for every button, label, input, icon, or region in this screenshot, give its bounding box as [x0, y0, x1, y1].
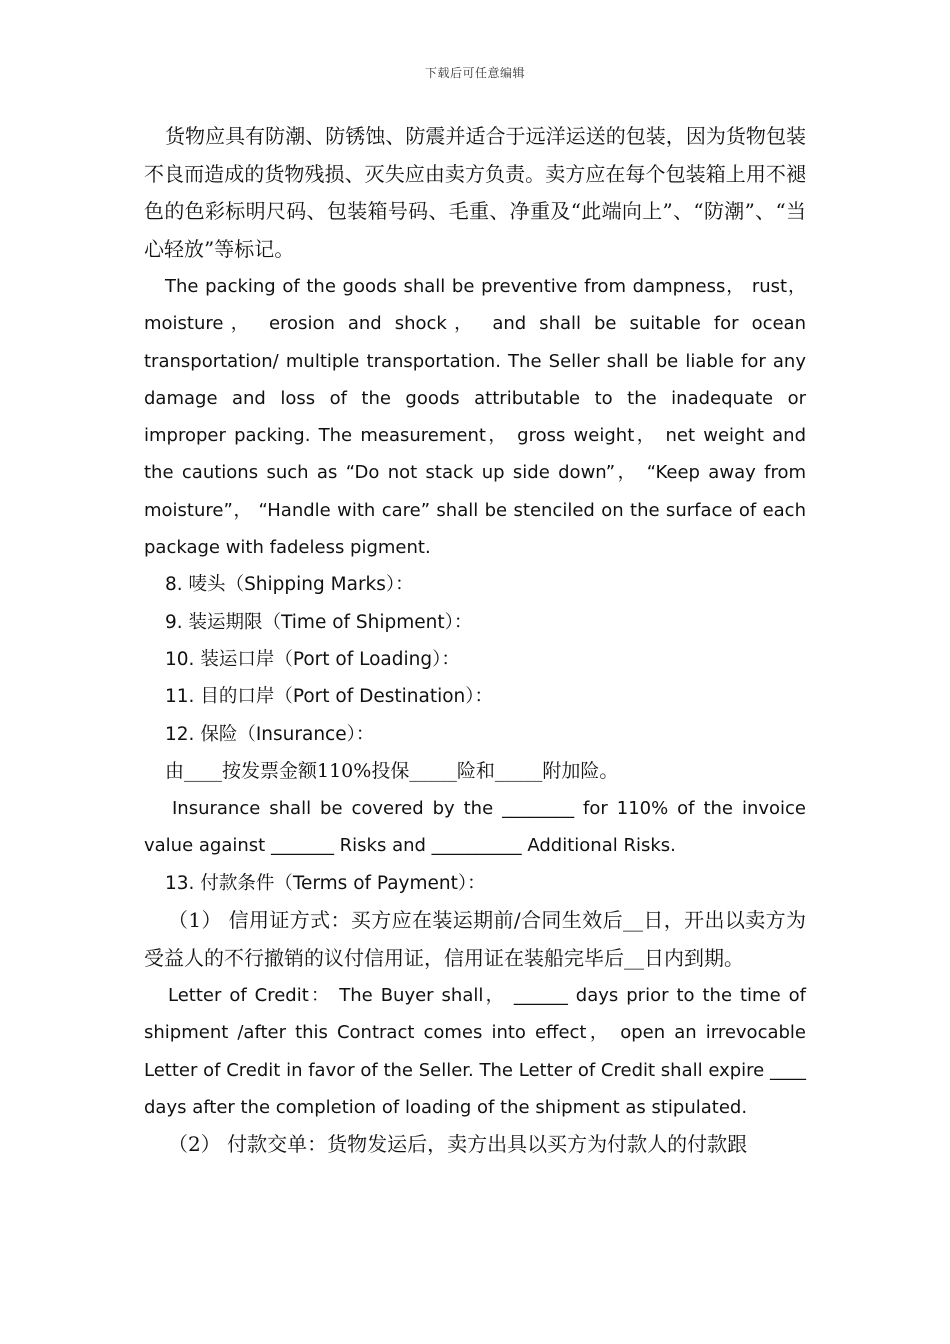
clause-title-english: （Terms of Payment）： — [274, 872, 486, 894]
packing-clause-chinese: 货物应具有防潮、防锈蚀、防震并适合于远洋运送的包装，因为货物包装不良而造成的货物残损、灭失应由卖方负责。卖方应在每个包装箱上用不褪色的色彩标明尺码、包装箱号码、毛重、净重及“此端向上”、“防潮”、“当心轻放”等标记。 — [144, 124, 806, 261]
insurance-clause-chinese: 由____按发票金额110%投保_____险和_____附加险。 — [165, 759, 619, 782]
clause-title-english: （Port of Loading）： — [274, 648, 460, 670]
documents-against-payment-chinese: （2） 付款交单：货物发运后，卖方出具以买方为付款人的付款跟 — [168, 1132, 748, 1157]
clause-title-chinese: 唛头 — [188, 574, 226, 596]
packing-clause-english: The packing of the goods shall be preventive from dampness， rust， moisture， erosion and shock， and shall be suitable for ocean transportation/ multiple transportation. The Seller shall be liable for any damage and loss of the goods attributable to the inadequate or improper packing. The measurement， gross weight， net weight and the cautions such as “Do not stack up side down”， “Keep away from moisture”， “Handle with care” shall be stenciled on the surface of each package with fadeless pigment. — [144, 276, 806, 559]
clause-number: 8. — [165, 574, 183, 596]
clause-time-of-shipment — [144, 604, 806, 641]
clause-number: 10. — [165, 648, 195, 670]
clause-title-chinese: 付款条件 — [200, 872, 275, 894]
clause-number: 12. — [165, 723, 195, 745]
letter-of-credit-english: Letter of Credit： The Buyer shall， ______ days prior to the time of shipment /after this Contract comes into effect， open an irrevocable Letter of Credit in favor of the Seller. The Letter of Credit shall expire ____ days after the completion of loading of the shipment as stipulated. — [144, 985, 806, 1118]
clause-port-of-loading — [144, 641, 806, 678]
clause-number: 9. — [165, 611, 183, 633]
letter-of-credit-chinese: （1） 信用证方式：买方应在装运期前/合同生效后__日，开出以卖方为受益人的不行撤销的议付信用证，信用证在装船完毕后__日内到期。 — [144, 908, 806, 970]
clause-title-english: （Port of Destination）： — [274, 686, 494, 708]
page-header: 下载后可任意编辑 — [424, 66, 525, 80]
insurance-clause-english: Insurance shall be covered by the ________ for 110% of the invoice value against _______ Risks and __________ Additional Risks. — [144, 798, 806, 857]
clause-number: 13. — [165, 872, 195, 894]
clause-terms-of-payment — [144, 865, 806, 902]
clause-insurance — [144, 716, 806, 753]
document-body — [144, 118, 806, 1164]
clause-title-english: （Shipping Marks）： — [225, 574, 414, 596]
clause-title-chinese: 目的口岸 — [200, 686, 275, 708]
clause-shipping-marks — [144, 566, 806, 603]
clause-port-of-destination — [144, 678, 806, 715]
clause-title-chinese: 装运期限 — [188, 611, 263, 633]
clause-title-chinese: 保险 — [200, 723, 238, 745]
clause-title-english: （Insurance）： — [237, 723, 375, 745]
clause-number: 11. — [165, 686, 195, 708]
clause-title-chinese: 装运口岸 — [200, 648, 275, 670]
clause-title-english: （Time of Shipment）： — [262, 611, 473, 633]
